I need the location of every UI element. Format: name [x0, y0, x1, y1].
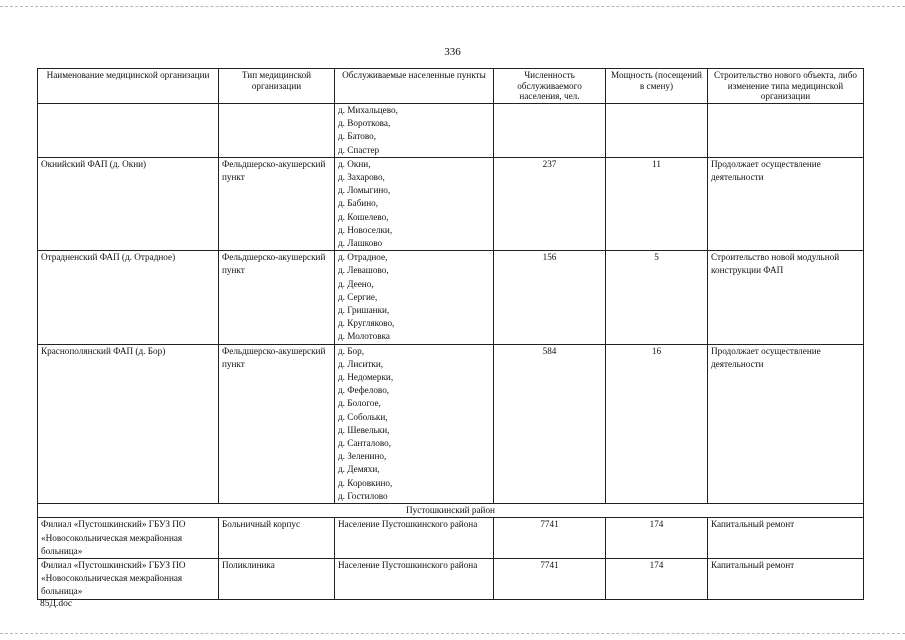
settlement-item: д. Лашково	[338, 238, 383, 249]
settlement-item: д. Деено,	[338, 278, 374, 289]
settlement-item: д. Гришанки,	[338, 305, 390, 316]
cell-org-type: Поликлиника	[219, 558, 335, 599]
cell-population: 237	[494, 157, 606, 250]
settlement-item: д. Отрадное,	[338, 252, 388, 263]
cell-org-type: Фельдшерско-акушерский пункт	[219, 251, 335, 344]
settlement-item: Население Пустошкинского района	[338, 559, 478, 570]
settlement-item: д. Шевельки,	[338, 424, 390, 435]
cell-capacity: 174	[606, 558, 708, 599]
cell-action: Продолжает осуществление деятельности	[708, 157, 864, 250]
cell-capacity: 11	[606, 157, 708, 250]
settlement-item: д. Бор,	[338, 345, 365, 356]
cell-action: Строительство новой модульной конструкции ФАП	[708, 251, 864, 344]
settlement-item: д. Молотовка	[338, 331, 390, 342]
header-capacity: Мощность (посещений в смену)	[606, 69, 708, 104]
settlement-item: д. Коровкино,	[338, 477, 393, 488]
settlement-item: д. Вороткова,	[338, 118, 391, 129]
table-row	[38, 344, 864, 503]
header-action: Строительство нового объекта, либо изменение типа медицинской организации	[708, 69, 864, 104]
footer-file-name: 85Д.doc	[40, 599, 73, 609]
table-body	[38, 104, 864, 600]
settlement-item: д. Гостилово	[338, 490, 388, 501]
cell-population: 584	[494, 344, 606, 503]
cell-org-type: Фельдшерско-акушерский пункт	[219, 157, 335, 250]
settlement-item: д. Михальцево,	[338, 105, 398, 115]
table-row	[38, 104, 864, 158]
settlement-item: д. Зеленино,	[338, 451, 387, 462]
cell-org-type: Больничный корпус	[219, 518, 335, 559]
cell-settlements	[335, 558, 494, 599]
cell-settlements	[335, 104, 494, 158]
settlement-item: д. Батово,	[338, 131, 377, 142]
settlement-item: д. Захарово,	[338, 172, 385, 183]
cell-capacity: 16	[606, 344, 708, 503]
table-header-row	[38, 69, 864, 104]
scan-edge-bottom	[0, 633, 905, 635]
cell-capacity	[606, 104, 708, 158]
cell-org-name	[38, 104, 219, 158]
settlement-item: д. Фефелово,	[338, 385, 390, 396]
cell-org-type	[219, 104, 335, 158]
cell-population	[494, 104, 606, 158]
cell-action: Капитальный ремонт	[708, 518, 864, 559]
table-row	[38, 157, 864, 250]
settlement-item: д. Недомерки,	[338, 372, 394, 383]
header-population: Численность обслуживаемого населения, чел.	[494, 69, 606, 104]
table-row	[38, 558, 864, 599]
cell-action: Капитальный ремонт	[708, 558, 864, 599]
settlement-item: д. Санталово,	[338, 438, 392, 449]
cell-org-type: Фельдшерско-акушерский пункт	[219, 344, 335, 503]
settlement-item: д. Окни,	[338, 158, 371, 169]
settlement-item: д. Сергие,	[338, 291, 378, 302]
header-org-type: Тип медицинской организации	[219, 69, 335, 104]
table-row	[38, 518, 864, 559]
settlement-item: д. Бабино,	[338, 198, 379, 209]
cell-population: 7741	[494, 558, 606, 599]
cell-capacity: 5	[606, 251, 708, 344]
cell-org-name: Окнийский ФАП (д. Окни)	[38, 157, 219, 250]
table-row	[38, 251, 864, 344]
settlement-item: д. Собольки,	[338, 411, 388, 422]
cell-settlements	[335, 518, 494, 559]
scan-edge-top	[0, 6, 905, 8]
settlement-item: д. Левашово,	[338, 265, 389, 276]
header-settlements: Обслуживаемые населенные пункты	[335, 69, 494, 104]
settlement-item: д. Ломыгино,	[338, 185, 391, 196]
cell-population: 156	[494, 251, 606, 344]
cell-org-name: Филиал «Пустошкинский» ГБУЗ ПО «Новосокольническая межрайонная больница»	[38, 518, 219, 559]
district-name: Пустошкинский район	[38, 504, 864, 518]
settlement-item: д. Бологое,	[338, 398, 381, 409]
cell-org-name: Отрадненский ФАП (д. Отрадное)	[38, 251, 219, 344]
cell-population: 7741	[494, 518, 606, 559]
medical-organizations-table	[37, 68, 864, 600]
settlement-item: д. Новоселки,	[338, 224, 393, 235]
district-row	[38, 504, 864, 518]
cell-action	[708, 104, 864, 158]
cell-capacity: 174	[606, 518, 708, 559]
settlement-item: д. Демяхи,	[338, 464, 380, 475]
cell-org-name: Филиал «Пустошкинский» ГБУЗ ПО «Новосокольническая межрайонная больница»	[38, 558, 219, 599]
settlement-item: д. Спастер	[338, 144, 380, 155]
cell-settlements	[335, 251, 494, 344]
settlement-item: Население Пустошкинского района	[338, 519, 478, 530]
cell-settlements	[335, 157, 494, 250]
header-org-name: Наименование медицинской организации	[38, 69, 219, 104]
cell-settlements	[335, 344, 494, 503]
cell-action: Продолжает осуществление деятельности	[708, 344, 864, 503]
page-number: 336	[444, 46, 461, 58]
settlement-item: д. Кошелево,	[338, 211, 389, 222]
cell-org-name: Краснополянский ФАП (д. Бор)	[38, 344, 219, 503]
settlement-item: д. Лиситки,	[338, 358, 384, 369]
settlement-item: д. Кругляково,	[338, 318, 395, 329]
